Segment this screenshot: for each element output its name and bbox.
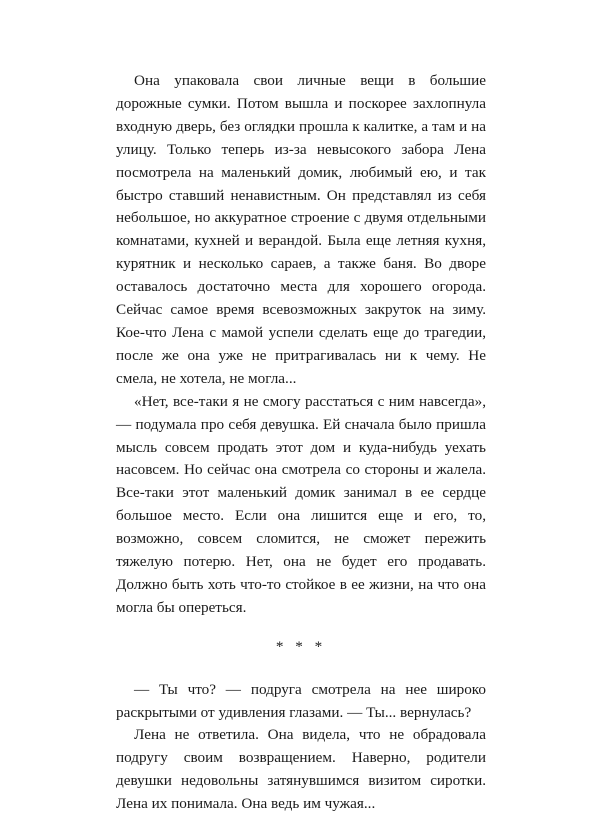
paragraph-packing: Она упаковала свои личные вещи в большие дорожные сумки. Потом вышла и поскорее захлопнула входную дверь, без оглядки прошла к калитке, а там и на улицу. Только теперь из-за невысокого забора Лена посмотрела на маленький домик, любимый ею, и так быстро ставший ненавистным. Он представлял из себя небольшое, но аккуратное строение с двумя отдельными комнатами, кухней и верандой. Была еще летняя кухня, курятник и несколько сараев, а также баня. Во дворе оставалось достаточно места для хорошего огорода. Сейчас самое время всевозможных закруток на зиму. Кое-что Лена с мамой успели сделать еще до трагедии, после же она уже не притрагивалась ни к чему. Не смела, не хотела, не могла... — [116, 72, 486, 387]
paragraph-decision: «Нет, все-таки я не смогу расстаться с ним навсегда», — подумала про себя девушка. Ей сначала было пришла мысль совсем продать этот дом и куда-нибудь уехать насовсем. Но сейчас она смотрела со стороны и жалела. Все-таки этот маленький домик занимал в ее сердце большое место. Если она лишится еще и его, то, возможно, совсем сломится, не сможет пережить тяжелую потерю. Нет, она не будет его продавать. Должно быть хоть что-то стойкое в ее жизни, на что она могла бы опереться. — [116, 392, 486, 616]
section-two — [116, 679, 486, 816]
paragraph-dialogue: — Ты что? — подруга смотрела на нее широко раскрытыми от удивления глазами. — Ты... вернулась? — [116, 680, 486, 721]
document-page — [116, 70, 486, 816]
paragraph-lena-silent: Лена не ответила. Она видела, что не обрадовала подругу своим возвращением. Наверно, родители девушки недовольны затянувшимся визитом сиротки. Лена их понимала. Она ведь им чужая... — [116, 726, 486, 813]
section-separator: * * * — [275, 637, 327, 655]
